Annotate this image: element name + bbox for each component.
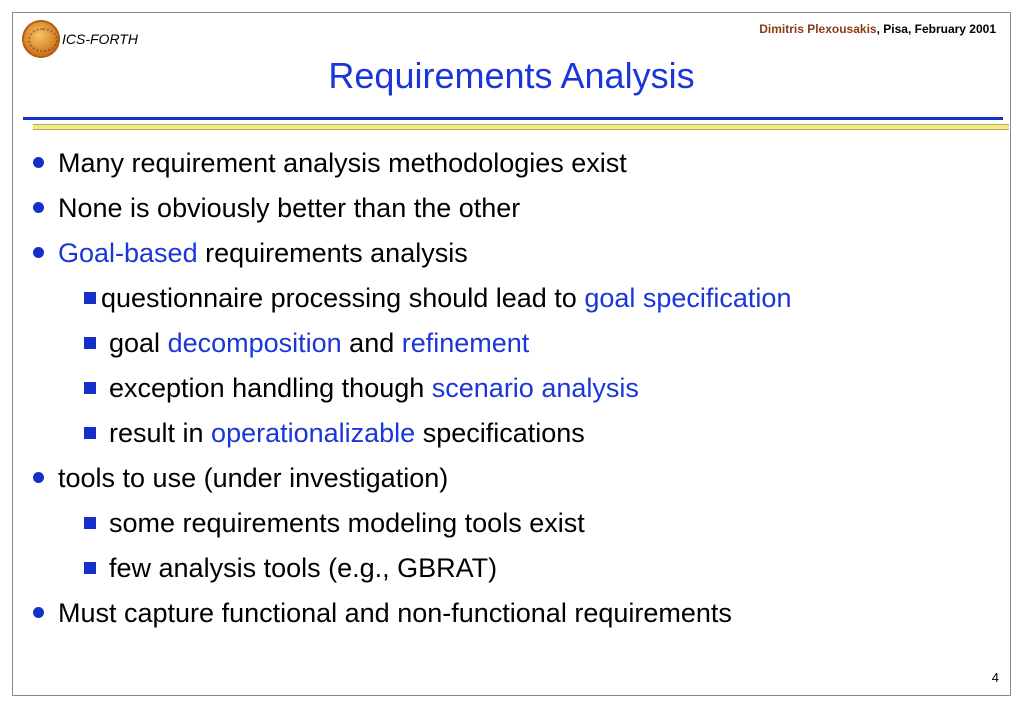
sub-bullet-item <box>13 327 1011 372</box>
round-bullet-icon <box>33 157 44 168</box>
bullet-text: result in <box>109 418 212 448</box>
sub-bullet-item <box>13 507 1011 552</box>
round-bullet-icon <box>33 472 44 483</box>
bullet-text: Many requirement analysis methodologies exist <box>58 148 627 178</box>
header-info <box>759 22 996 36</box>
bullet-item <box>13 147 1011 192</box>
bullet-text: and <box>341 328 402 358</box>
sub-bullet-item <box>13 417 1011 462</box>
round-bullet-icon <box>33 607 44 618</box>
highlight-text: scenario analysis <box>431 373 639 403</box>
author-name: Dimitris Plexousakis <box>759 22 877 36</box>
bullet-text: questionnaire processing should lead to <box>101 283 585 313</box>
highlight-text: refinement <box>401 328 530 358</box>
highlight-text: operationalizable <box>211 418 416 448</box>
bullet-item <box>13 462 1011 507</box>
square-bullet-icon <box>84 427 96 439</box>
highlight-text: goal specification <box>584 283 792 313</box>
bullet-text: few analysis tools (e.g., GBRAT) <box>109 553 498 583</box>
ics-forth-logo-icon <box>22 20 60 58</box>
highlight-text: Goal-based <box>58 238 198 268</box>
bullet-text: None is obviously better than the other <box>58 193 521 223</box>
bullet-text: exception handling though <box>109 373 432 403</box>
bullet-text: some requirements modeling tools exist <box>109 508 585 538</box>
logo-text: ICS-FORTH <box>62 31 138 47</box>
bullet-item <box>13 597 1011 642</box>
sub-bullet-item <box>13 282 1011 327</box>
square-bullet-icon <box>84 337 96 349</box>
square-bullet-icon <box>84 292 96 304</box>
bullet-text: Must capture functional and non-functional requirements <box>58 598 732 628</box>
bullet-text: specifications <box>415 418 585 448</box>
bullet-text: requirements analysis <box>197 238 468 268</box>
round-bullet-icon <box>33 202 44 213</box>
slide-title: Requirements Analysis <box>328 55 695 96</box>
square-bullet-icon <box>84 382 96 394</box>
event-info: , Pisa, February 2001 <box>876 22 996 36</box>
bullet-text: tools to use (under investigation) <box>58 463 449 493</box>
bullet-item <box>13 237 1011 282</box>
bullet-text: goal <box>109 328 168 358</box>
page-number: 4 <box>991 670 999 685</box>
sub-bullet-item <box>13 372 1011 417</box>
highlight-text: decomposition <box>167 328 342 358</box>
square-bullet-icon <box>84 562 96 574</box>
title-rule-yellow <box>33 124 1009 130</box>
title-rule-blue <box>23 117 1003 120</box>
logo <box>22 19 138 59</box>
square-bullet-icon <box>84 517 96 529</box>
bullet-item <box>13 192 1011 237</box>
round-bullet-icon <box>33 247 44 258</box>
sub-bullet-item <box>13 552 1011 597</box>
bullet-list <box>13 147 1011 642</box>
slide <box>12 12 1011 696</box>
